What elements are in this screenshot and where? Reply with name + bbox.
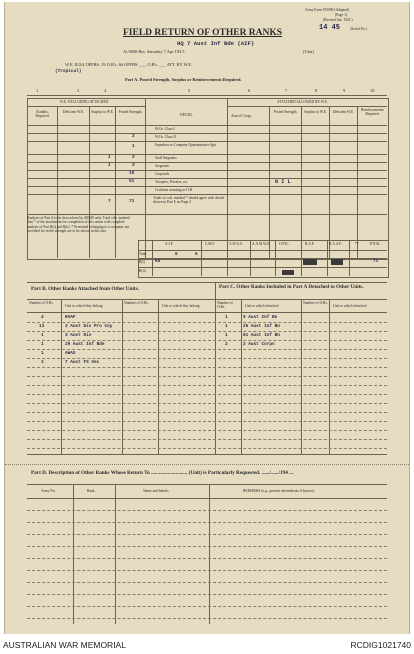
part-c-col-header: Unit to which detached — [245, 304, 279, 308]
part-b-num: 4 — [41, 315, 44, 320]
analysis-row-label: B(i) — [139, 260, 145, 264]
part-b-col-header: Unit to which they belong — [162, 304, 200, 308]
part-d-title: Part D. Description of Other Ranks Whose Return To ............................ (Unit) is Particularly Requested. ....../....../194 ... — [31, 470, 294, 476]
col-number: 4 — [104, 88, 107, 93]
analysis-value: 6 — [175, 252, 178, 257]
posted-value: 51 — [129, 179, 135, 184]
detail-label: Squadron or Company Quartermaster Sgts. — [155, 143, 217, 147]
part-c-num: 1 — [225, 333, 228, 338]
revised-note: (Revised Jan. 1941.) — [323, 18, 353, 22]
posted-value: 71 — [129, 199, 135, 204]
col-header: Establis. Required. — [35, 110, 50, 118]
part-c-unit: 25 Aust Inf Bn — [243, 324, 280, 329]
part-b-unit: 7 Aust FS Sec — [65, 360, 100, 365]
col-header: Reinforcements Required. — [361, 108, 384, 116]
posted-value: 2 — [132, 155, 135, 160]
detail-label: W.Os. Class II. — [155, 135, 177, 139]
part-d-col-header: Army No. — [41, 489, 56, 493]
col-number: 3 — [77, 88, 80, 93]
redaction-mark — [282, 270, 294, 275]
part-c-unit: 61 Aust Inf Bn — [243, 333, 280, 338]
form-sheet — [4, 2, 410, 634]
part-c-unit: 2 Aust Corps — [243, 342, 275, 347]
analysis-value: 71 — [373, 259, 379, 264]
posted-value: 2 — [132, 134, 135, 139]
part-c-title: Part C. Other Ranks Included in Part A Detached to Other Units. — [219, 284, 364, 290]
col-number: 10 — [370, 88, 375, 93]
tropical-typed: (Tropical) — [55, 69, 82, 74]
col-header: Deficient W.E. — [62, 110, 85, 114]
part-b-col-header: Number of O.Rs. — [124, 301, 149, 305]
analysis-note: Analysis of Part A to be shown here by ARMS only. Total cols. marked thus * of the attachment for completion of this return with complete analysis of Part B(i) and B(ii). * Personnel belonging to a company not provided for in the strength are to be shown in this line. — [27, 216, 130, 233]
part-b-title: Part B. Other Ranks Attached from Other Units. — [31, 286, 139, 292]
part-c-num: 1 — [225, 315, 228, 320]
attached-header: ATTACHED ALLOWED BY W.E. — [277, 100, 328, 104]
detail-label: Sergeants — [155, 164, 169, 168]
col-header: Surplus to W.E. — [91, 110, 114, 114]
form-title: FIELD RETURN OF OTHER RANKS — [123, 28, 283, 38]
analysis-header: R.A.F. — [305, 242, 315, 246]
analysis-value: 64 — [155, 259, 161, 264]
we-header: W.E. EXCLUDING ATTACHED — [60, 100, 109, 104]
part-c-unit: 9 Aust Inf Bn — [243, 315, 278, 320]
part-b-num: 1 — [41, 333, 44, 338]
col-number: 1 — [36, 88, 39, 93]
detail-label: W.Os. Class I. — [155, 127, 176, 131]
surplus-value: 7 — [108, 199, 111, 204]
part-b-col-header: Unit to which they belong — [65, 304, 103, 308]
part-b-unit: RAAF — [65, 315, 76, 320]
col-number: 6 — [248, 88, 251, 93]
part-b-unit: AWAS — [65, 351, 76, 356]
serial-label: (Serial No.) — [350, 27, 367, 31]
at-line: At 0600 Hrs. Saturday 7 Apr 194 5 — [123, 49, 185, 54]
detail-label: Civilians counting as O.R. — [155, 188, 194, 192]
analysis-header: CIVIL. — [279, 242, 290, 246]
footer-source: AUSTRALIAN WAR MEMORIAL — [3, 640, 126, 650]
analysis-header: TOTAL — [369, 242, 381, 246]
analysis-header: A.W.A.S. — [229, 242, 243, 246]
detail-label: Staff Sergeants — [155, 156, 177, 160]
col-header: Posted Strength. — [118, 110, 143, 114]
part-c-num: 2 — [225, 342, 228, 347]
part-d-col-header: Rank. — [87, 489, 96, 493]
footer-id: RCDIG1021740 — [350, 640, 411, 650]
col-header: Surplus to W.E. — [304, 110, 327, 114]
serial-number: 14 45 — [319, 24, 341, 32]
part-b-num: 3 — [41, 360, 44, 365]
we-line: W.E. II/2/4 OFFRS. 19 O.R's. 66 OFFRS. ___ O.R's. ___ ATT. BY W.E. — [65, 62, 193, 67]
analysis-row-label: Total — [139, 252, 147, 256]
analysis-header: A.A.M.W.S. — [252, 242, 270, 246]
redaction-mark — [303, 259, 317, 265]
col-header: Posted Strength. — [273, 110, 298, 114]
part-a-table — [27, 98, 389, 260]
part-d-col-header: REMARKS (e.g., present whereabouts if known). — [243, 489, 315, 493]
posted-value: 1 — [132, 144, 135, 149]
detail-header: DETAIL — [180, 113, 193, 117]
redaction-mark — [331, 259, 343, 265]
part-b-num: 13 — [39, 324, 45, 329]
part-b-num: 1 — [41, 342, 44, 347]
nil-typed: N I L — [275, 179, 291, 185]
part-c-col-header: Number of O.Rs. — [217, 301, 233, 309]
unit-label: (Unit) — [303, 49, 314, 54]
part-c-num: 1 — [225, 324, 228, 329]
part-b-col-header: Number of O.Rs. — [29, 301, 54, 305]
col-number: 9 — [343, 88, 346, 93]
detail-label: Troopers, Privates, etc. — [155, 180, 189, 184]
part-b-num: 1 — [41, 351, 44, 356]
part-d-col-header: Name and Initials. — [143, 489, 170, 493]
part-b-unit: 3 Aust Div Pro Coy — [65, 324, 113, 329]
col-header: Deficient W.E. — [332, 110, 355, 114]
part-c-col-header: Unit to which detached — [333, 304, 367, 308]
page-note: (Page 1) — [335, 13, 348, 17]
part-b-unit: 29 Aust Inf Bde — [65, 342, 105, 347]
col-number: 7 — [285, 88, 288, 93]
part-c-col-header: Number of O.Rs. — [303, 301, 328, 305]
col-number: 5 — [188, 88, 191, 93]
col-number: 8 — [315, 88, 318, 93]
posted-value: 3 — [132, 163, 135, 168]
surplus-value: 1 — [108, 163, 111, 168]
posted-value: 10 — [129, 171, 135, 176]
analysis-header: A.I.F. — [165, 242, 174, 246]
analysis-row-label: B(ii) — [139, 269, 146, 273]
detail-label: Totals of cols. marked * should agree with details shown in Part E on Page 2 — [153, 196, 225, 204]
surplus-value: 1 — [108, 155, 111, 160]
army-form-label: Army Form W3009 (Adapted) — [305, 8, 349, 12]
part-b-unit: 3 Aust Div — [65, 333, 92, 338]
col-header: Arm of Corps. — [231, 114, 252, 118]
analysis-header: R.A.A.F. — [329, 242, 342, 246]
detail-label: Corporals — [155, 172, 170, 176]
analysis-header: C.M.F. — [205, 242, 215, 246]
unit-typed: HQ 7 Aust Inf Bde (AIF) — [177, 40, 255, 47]
part-a-title: Part A. Posted Strength, Surplus or Reinforcements Required. — [125, 77, 242, 82]
analysis-value: 6 — [195, 252, 198, 257]
archive-footer — [0, 636, 414, 654]
analysis-header: ** — [355, 242, 359, 246]
